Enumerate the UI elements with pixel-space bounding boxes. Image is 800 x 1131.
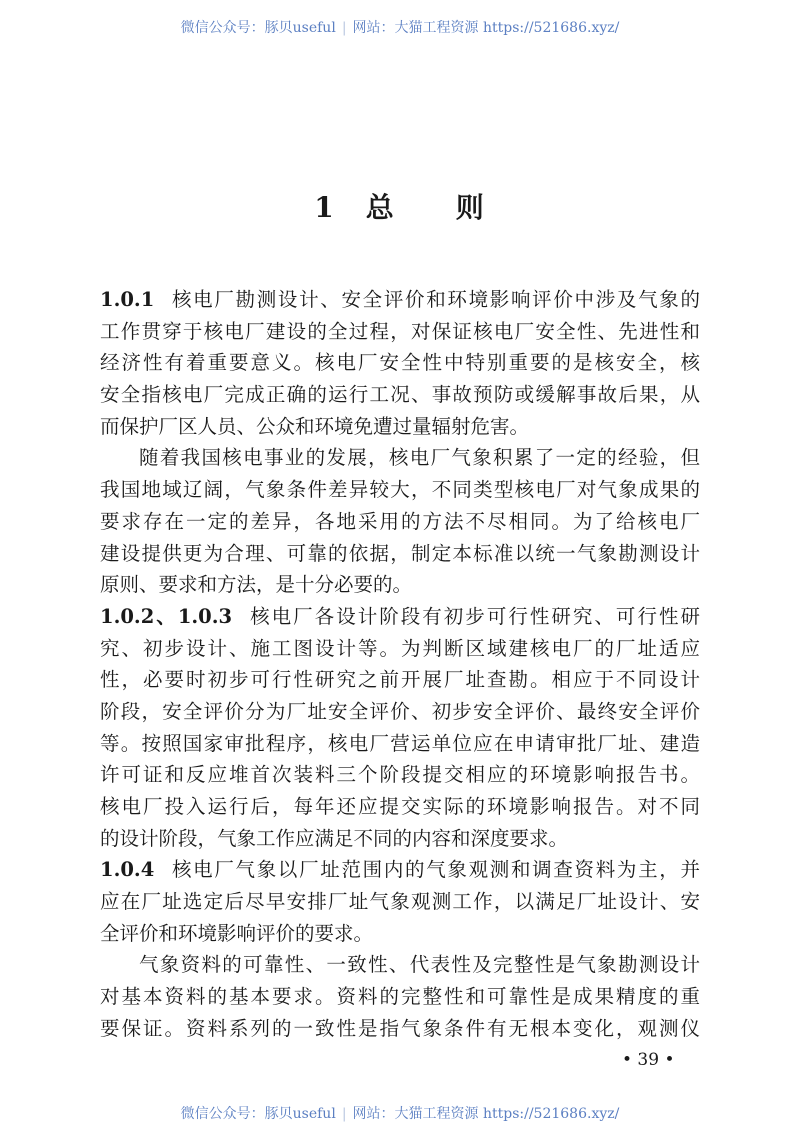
line-text: 随着我国核电事业的发展，核电厂气象积累了一定的经验，但: [139, 446, 700, 470]
line-text: 安全指核电厂完成正确的运行工况、事故预防或缓解事故后果，从: [100, 383, 700, 407]
chapter-title-char-1: 总: [365, 191, 396, 224]
line-text: 核电厂气象以厂址范围内的气象观测和调查资料为主，并: [170, 858, 700, 882]
line-text: 性，必要时初步可行性研究之前开展厂址查勘。相应于不同设计: [100, 668, 700, 692]
line-text: 许可证和反应堆首次装料三个阶段提交相应的环境影响报告书。: [100, 763, 700, 787]
line-text: 究、初步设计、施工图设计等。为判断区域建核电厂的厂址适应: [100, 636, 700, 660]
line-text: 核电厂投入运行后，每年还应提交实际的环境影响报告。对不同: [100, 795, 700, 818]
watermark-website: 网站：大猫工程资源 https://521686.xyz/: [352, 20, 620, 36]
line-text: 要求存在一定的差异，各地采用的方法不尽相同。为了给核电厂: [100, 509, 700, 533]
watermark-wechat: 微信公众号：豚贝useful: [180, 20, 336, 36]
line-text: 而保护厂区人员、公众和环境免遭过量辐射危害。: [100, 414, 530, 438]
text-line: [100, 827, 700, 859]
clause-number: 1.0.4: [100, 858, 155, 882]
text-line: [100, 732, 700, 764]
chapter-title-char-2: 则: [455, 191, 486, 224]
text-line: [100, 510, 700, 542]
text-line: [100, 795, 700, 827]
line-text: 原则、要求和方法，是十分必要的。: [100, 573, 413, 597]
page-number: • 39 •: [622, 1050, 675, 1070]
line-text: 全评价和环境影响评价的要求。: [100, 921, 374, 945]
watermark-website: 网站：大猫工程资源 https://521686.xyz/: [352, 1106, 620, 1122]
text-line: [100, 446, 700, 478]
line-text: 阶段，安全评价分为厂址安全评价、初步安全评价、最终安全评价: [100, 699, 700, 723]
text-line: [100, 985, 700, 1017]
line-text: 对基本资料的基本要求。资料的完整性和可靠性是成果精度的重: [100, 985, 700, 1009]
text-line: [100, 573, 700, 605]
text-line: [100, 478, 700, 510]
text-line: [100, 922, 700, 954]
watermark-header: [0, 17, 800, 37]
clause-number: 1.0.1: [100, 288, 155, 311]
text-line: [100, 288, 700, 320]
text-line: [100, 890, 700, 922]
text-line: [100, 415, 700, 447]
text-line: [100, 700, 700, 732]
watermark-wechat: 微信公众号：豚贝useful: [180, 1106, 336, 1122]
text-line: [100, 542, 700, 574]
text-line: [100, 668, 700, 700]
line-text: 应在厂址选定后尽早安排厂址气象观测工作，以满足厂址设计、安: [100, 890, 700, 914]
line-text: 经济性有着重要意义。核电厂安全性中特别重要的是核安全，核: [100, 351, 700, 375]
line-text: 工作贯穿于核电厂建设的全过程，对保证核电厂安全性、先进性和: [100, 319, 700, 343]
line-text: 气象资料的可靠性、一致性、代表性及完整性是气象勘测设计: [139, 953, 700, 977]
text-line: [100, 858, 700, 890]
clause-number: 1.0.2、1.0.3: [100, 604, 233, 628]
text-line: [100, 763, 700, 795]
line-text: 的设计阶段，气象工作应满足不同的内容和深度要求。: [100, 826, 569, 850]
watermark-separator: |: [341, 20, 347, 36]
chapter-title: [0, 186, 800, 226]
line-text: 等。按照国家审批程序，核电厂营运单位应在申请审批厂址、建造: [100, 731, 700, 755]
text-line: [100, 383, 700, 415]
text-line: [100, 1017, 700, 1049]
watermark-footer: [0, 1103, 800, 1123]
text-line: [100, 953, 700, 985]
text-line: [100, 605, 700, 637]
chapter-number: 1: [314, 191, 336, 224]
line-text: 核电厂各设计阶段有初步可行性研究、可行性研: [248, 604, 700, 628]
body-text: [100, 288, 700, 1049]
line-text: 我国地域辽阔，气象条件差异较大，不同类型核电厂对气象成果的: [100, 478, 700, 502]
line-text: 核电厂勘测设计、安全评价和环境影响评价中涉及气象的: [170, 288, 700, 311]
text-line: [100, 637, 700, 669]
watermark-separator: |: [341, 1106, 347, 1122]
line-text: 建设提供更为合理、可靠的依据，制定本标准以统一气象勘测设计: [100, 541, 700, 565]
line-text: 要保证。资料系列的一致性是指气象条件有无根本变化，观测仪: [100, 1016, 700, 1040]
text-line: [100, 351, 700, 383]
text-line: [100, 320, 700, 352]
